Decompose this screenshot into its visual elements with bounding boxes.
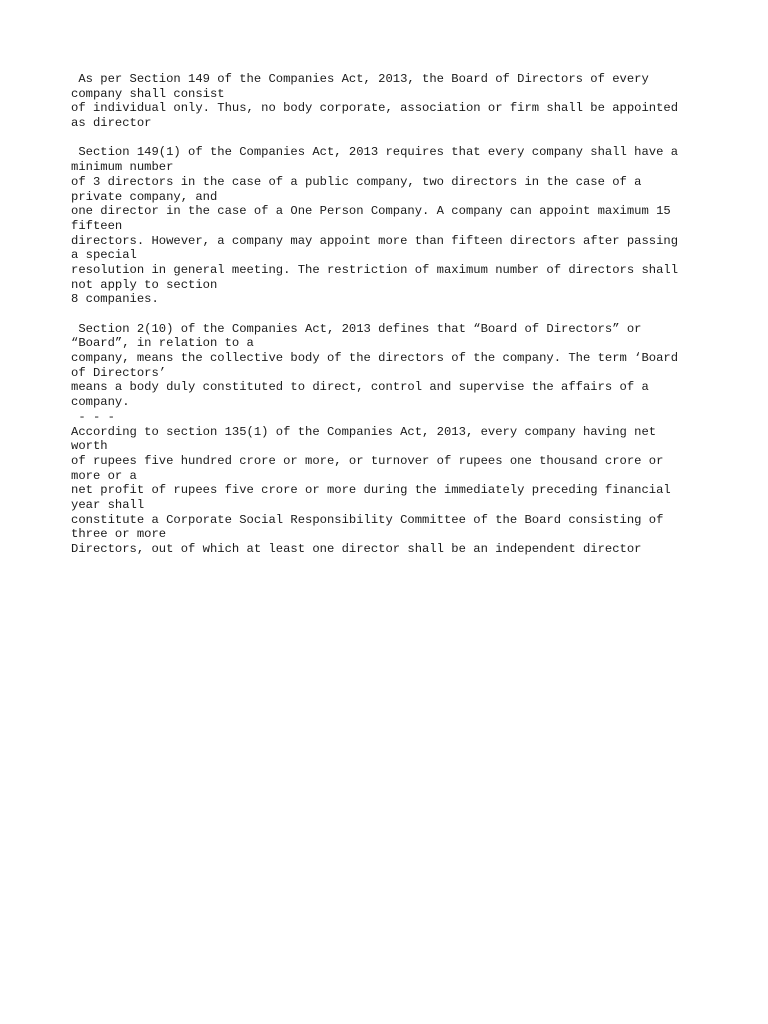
paragraph-gap xyxy=(71,307,708,322)
text-line: a special xyxy=(71,248,137,263)
text-line: one director in the case of a One Person Company. A company can appoint maximum 15 xyxy=(71,204,671,219)
text-line: minimum number xyxy=(71,160,174,175)
paragraph-gap xyxy=(71,131,708,146)
text-line: “Board”, in relation to a xyxy=(71,336,254,351)
paragraph-3 xyxy=(71,322,708,557)
text-line: worth xyxy=(71,439,108,454)
paragraph-2 xyxy=(71,145,708,307)
text-line: company, means the collective body of the directors of the company. The term ‘Board xyxy=(71,351,679,366)
text-line: year shall xyxy=(71,497,145,512)
text-line: 8 companies. xyxy=(71,292,159,307)
paragraph-1 xyxy=(71,72,708,131)
text-line: more or a xyxy=(71,468,137,483)
text-line: of Directors’ xyxy=(71,365,167,380)
text-line: three or more xyxy=(71,527,167,542)
text-line: of rupees five hundred crore or more, or turnover of rupees one thousand crore or xyxy=(71,453,664,468)
text-line: net profit of rupees five crore or more during the immediately preceding financial xyxy=(71,483,671,498)
text-line: of individual only. Thus, no body corporate, association or firm shall be appointed xyxy=(71,101,679,116)
text-line: fifteen xyxy=(71,218,123,233)
text-line: of 3 directors in the case of a public company, two directors in the case of a xyxy=(71,174,642,189)
text-line: Directors, out of which at least one director shall be an independent director xyxy=(71,542,642,556)
text-line: as director xyxy=(71,116,152,131)
text-line: company shall consist xyxy=(71,86,225,101)
text-line: company. xyxy=(71,395,130,410)
text-line: Section 2(10) of the Companies Act, 2013 defines that “Board of Directors” or xyxy=(71,321,642,336)
text-line: As per Section 149 of the Companies Act, 2013, the Board of Directors of every xyxy=(71,72,649,86)
text-line: private company, and xyxy=(71,189,218,204)
document-body xyxy=(71,72,708,557)
text-line: not apply to section xyxy=(71,277,218,292)
text-line: According to section 135(1) of the Companies Act, 2013, every company having net xyxy=(71,424,657,439)
text-line: resolution in general meeting. The restriction of maximum number of directors shall xyxy=(71,262,679,277)
text-line: means a body duly constituted to direct, control and supervise the affairs of a xyxy=(71,380,649,395)
text-line: constitute a Corporate Social Responsibility Committee of the Board consisting of xyxy=(71,512,664,527)
text-line: - - - xyxy=(71,409,115,424)
text-line: directors. However, a company may appoint more than fifteen directors after passing xyxy=(71,233,679,248)
text-line: Section 149(1) of the Companies Act, 2013 requires that every company shall have a xyxy=(71,145,679,160)
